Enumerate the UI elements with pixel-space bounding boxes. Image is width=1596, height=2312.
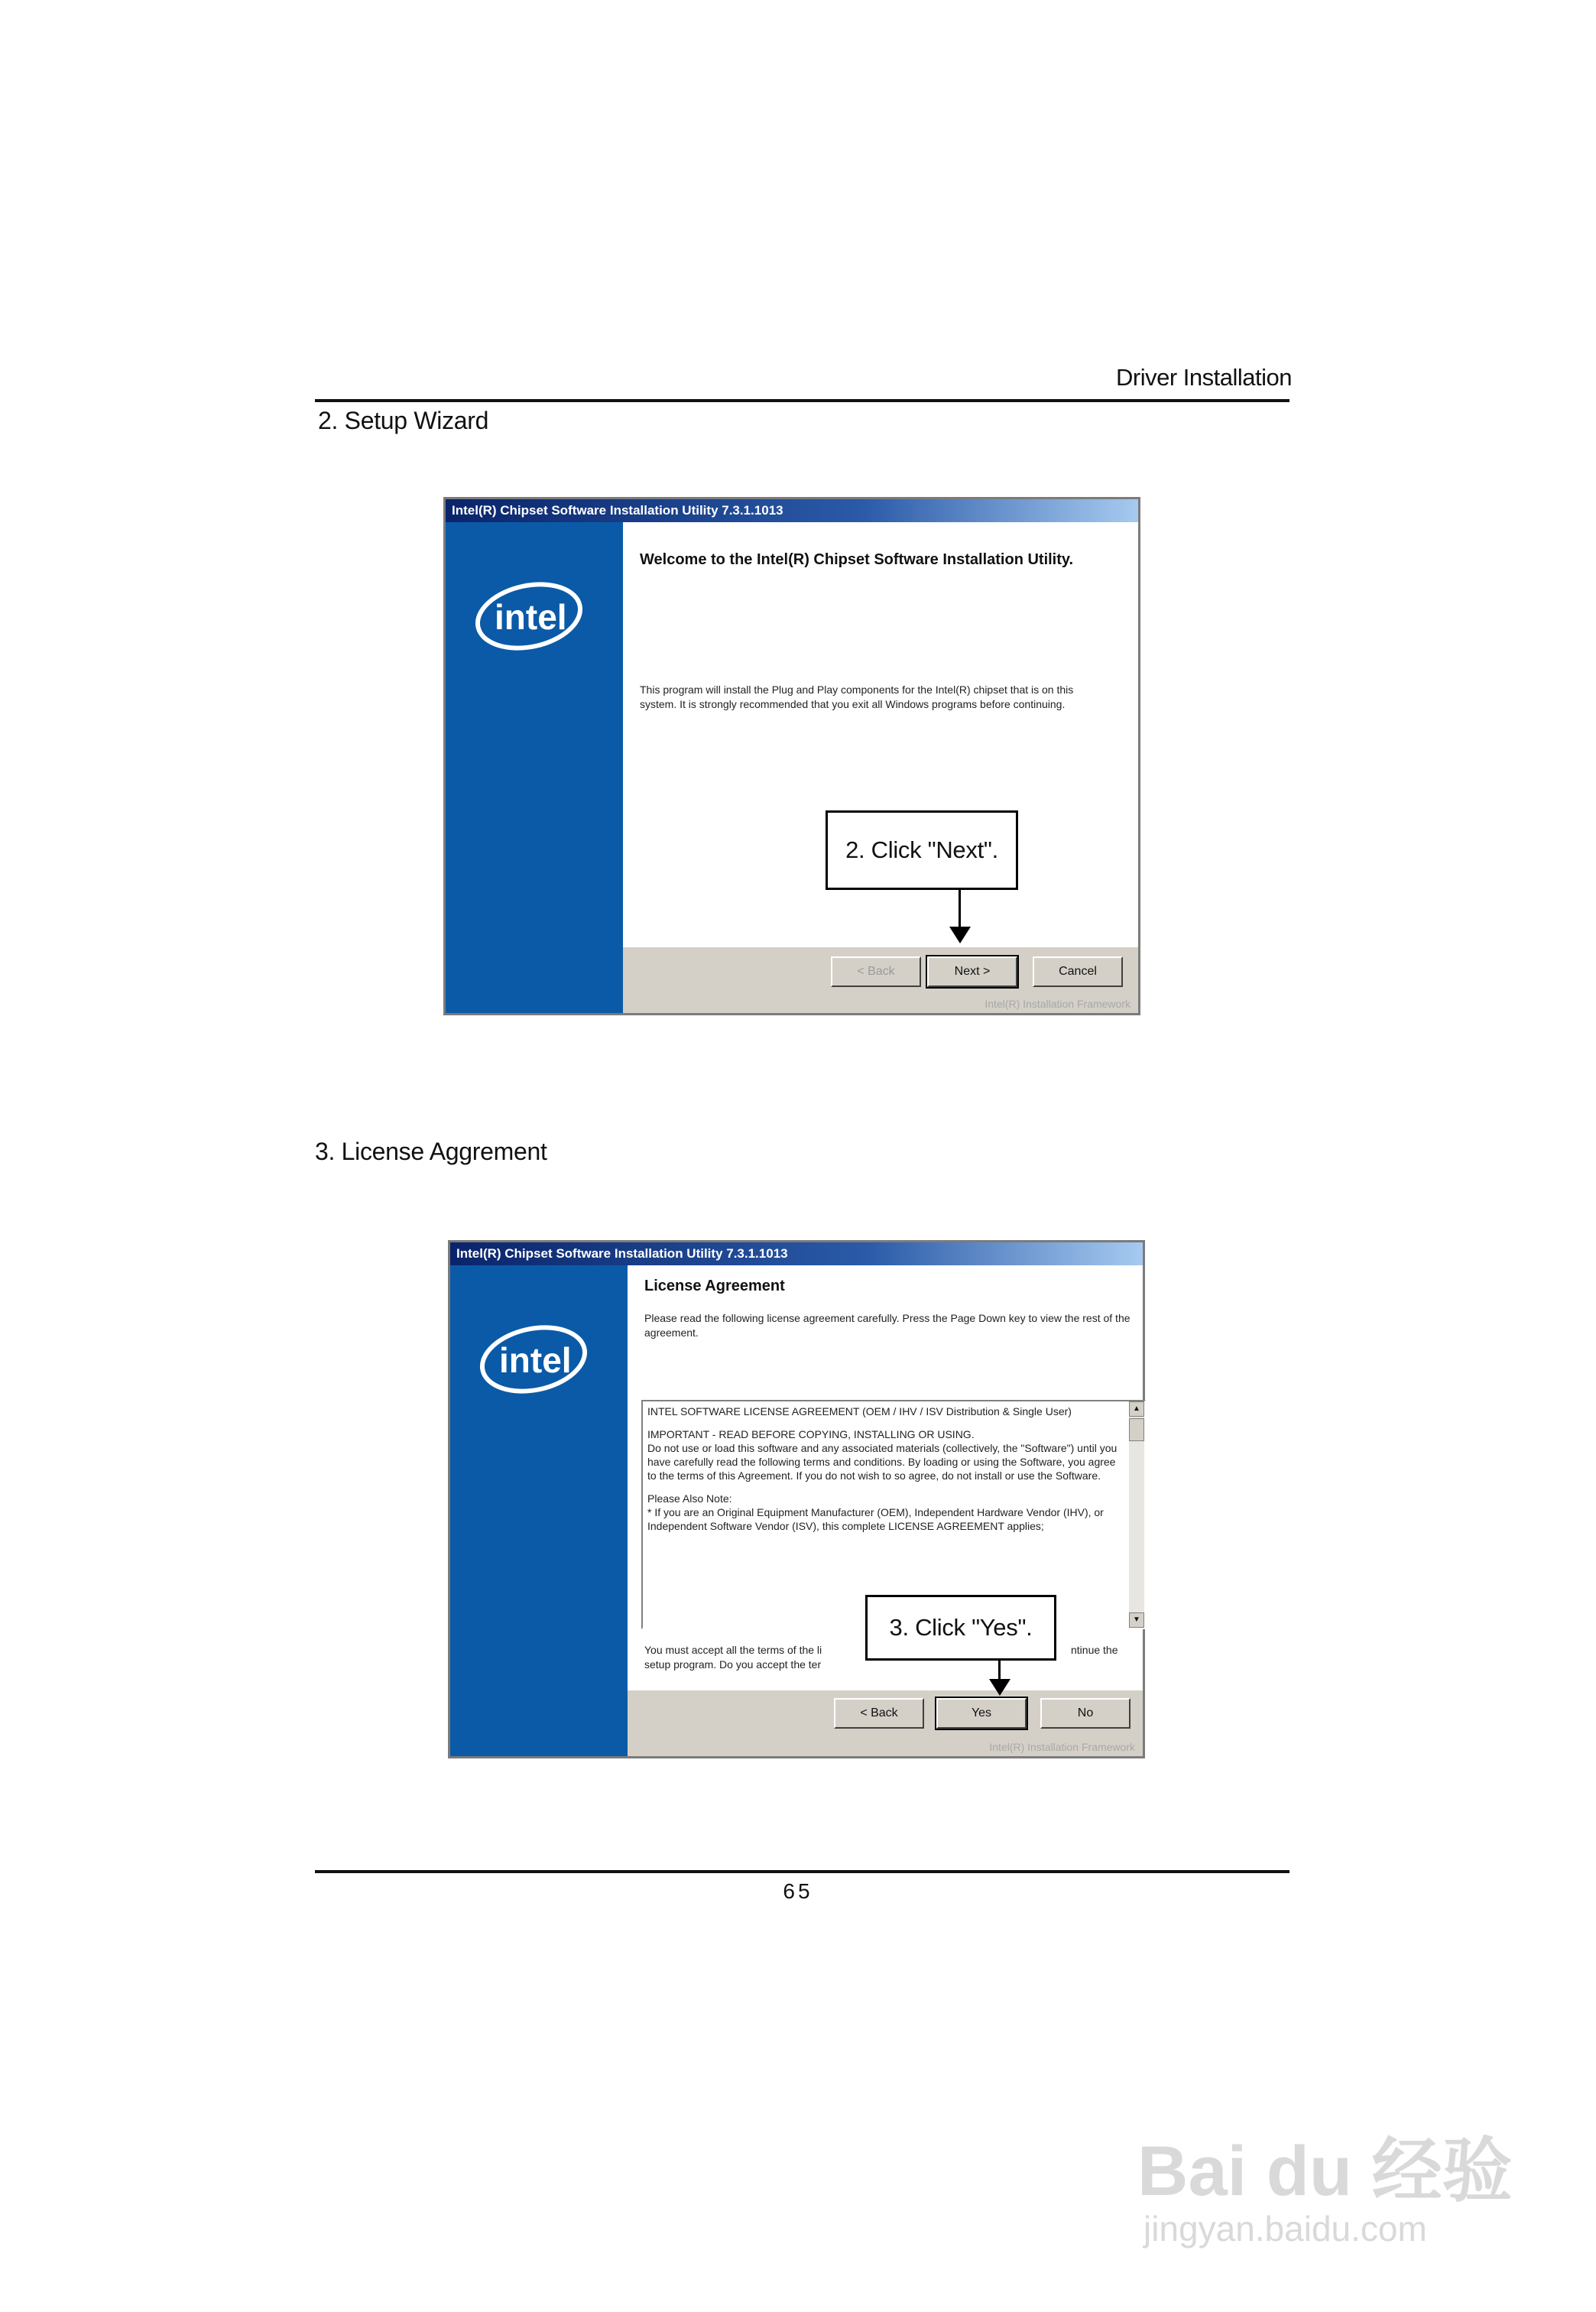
framework-label: Intel(R) Installation Framework <box>989 1741 1135 1753</box>
click-yes-callout: 3. Click "Yes". <box>865 1595 1056 1661</box>
welcome-body: This program will install the Plug and Play components for the Intel(R) chipset that is on this system. It is strongly recommended that you exit all Windows programs before continuing. <box>640 684 1074 710</box>
intel-sidebar <box>446 522 623 1013</box>
back-button[interactable]: < Back <box>831 956 921 987</box>
baidu-watermark: Bai du 经验 <box>1137 2132 1513 2210</box>
yes-button[interactable]: Yes <box>936 1698 1027 1729</box>
accept-question-right: ntinue the <box>1071 1644 1118 1656</box>
license-scrollbar[interactable] <box>1129 1401 1144 1628</box>
step-2-label: 2. Setup Wizard <box>318 407 489 434</box>
header-rule <box>315 399 1289 402</box>
callout-arrow-line <box>959 890 961 931</box>
intel-logo-icon <box>472 574 586 658</box>
scroll-thumb[interactable] <box>1129 1418 1144 1441</box>
dialog-titlebar: Intel(R) Chipset Software Installation Utility 7.3.1.1013 <box>450 1242 1143 1265</box>
baidu-watermark-url: jingyan.baidu.com <box>1143 2209 1427 2249</box>
click-next-callout: 2. Click "Next". <box>826 810 1018 890</box>
setup-wizard-dialog <box>443 497 1140 1015</box>
license-line: INTEL SOFTWARE LICENSE AGREEMENT (OEM / IHV / ISV Distribution & Single User) <box>647 1405 1072 1417</box>
license-heading: License Agreement <box>644 1278 785 1294</box>
scroll-up-icon[interactable]: ▲ <box>1129 1401 1144 1417</box>
scroll-down-icon[interactable]: ▼ <box>1129 1612 1144 1628</box>
section-title: Driver Installation <box>1116 364 1292 391</box>
intel-logo-icon <box>476 1317 591 1401</box>
svg-text:intel: intel <box>495 597 567 637</box>
license-line: * If you are an Original Equipment Manufacturer (OEM), Independent Hardware Vendor (IHV), or Independent Software Vendor (ISV), this complete LICENSE AGREEMENT applies; <box>647 1506 1104 1532</box>
next-button[interactable]: Next > <box>927 956 1017 987</box>
page-number: 65 <box>783 1879 813 1903</box>
button-bar <box>623 947 1138 1013</box>
callout-arrow-icon <box>949 927 971 943</box>
callout-arrow-icon <box>989 1679 1010 1696</box>
accept-question-left: You must accept all the terms of the li setup program. Do you accept the ter <box>644 1644 822 1671</box>
back-button[interactable]: < Back <box>834 1698 924 1729</box>
no-button[interactable]: No <box>1040 1698 1130 1729</box>
license-dialog <box>448 1240 1145 1758</box>
button-bar <box>628 1690 1143 1756</box>
dialog-titlebar: Intel(R) Chipset Software Installation Utility 7.3.1.1013 <box>446 499 1138 522</box>
footer-rule <box>315 1870 1289 1873</box>
welcome-heading: Welcome to the Intel(R) Chipset Software Installation Utility. <box>640 551 1074 568</box>
step-3-label: 3. License Aggrement <box>315 1138 547 1165</box>
license-line: Please Also Note: <box>647 1492 732 1505</box>
license-text <box>647 1404 1126 1533</box>
intel-sidebar <box>450 1265 628 1756</box>
svg-text:intel: intel <box>499 1340 572 1380</box>
license-line: IMPORTANT - READ BEFORE COPYING, INSTALLING OR USING. <box>647 1428 975 1440</box>
framework-label: Intel(R) Installation Framework <box>985 998 1130 1010</box>
license-line: Do not use or load this software and any associated materials (collectively, the "Software") until you have carefully read the following terms and conditions. By loading or using the Software, you agree to the terms of this Agreement. If you do not wish to so agree, do not install or use the Software. <box>647 1442 1118 1482</box>
cancel-button[interactable]: Cancel <box>1033 956 1123 987</box>
license-intro: Please read the following license agreement carefully. Press the Page Down key to view the rest of the agreement. <box>644 1312 1130 1339</box>
